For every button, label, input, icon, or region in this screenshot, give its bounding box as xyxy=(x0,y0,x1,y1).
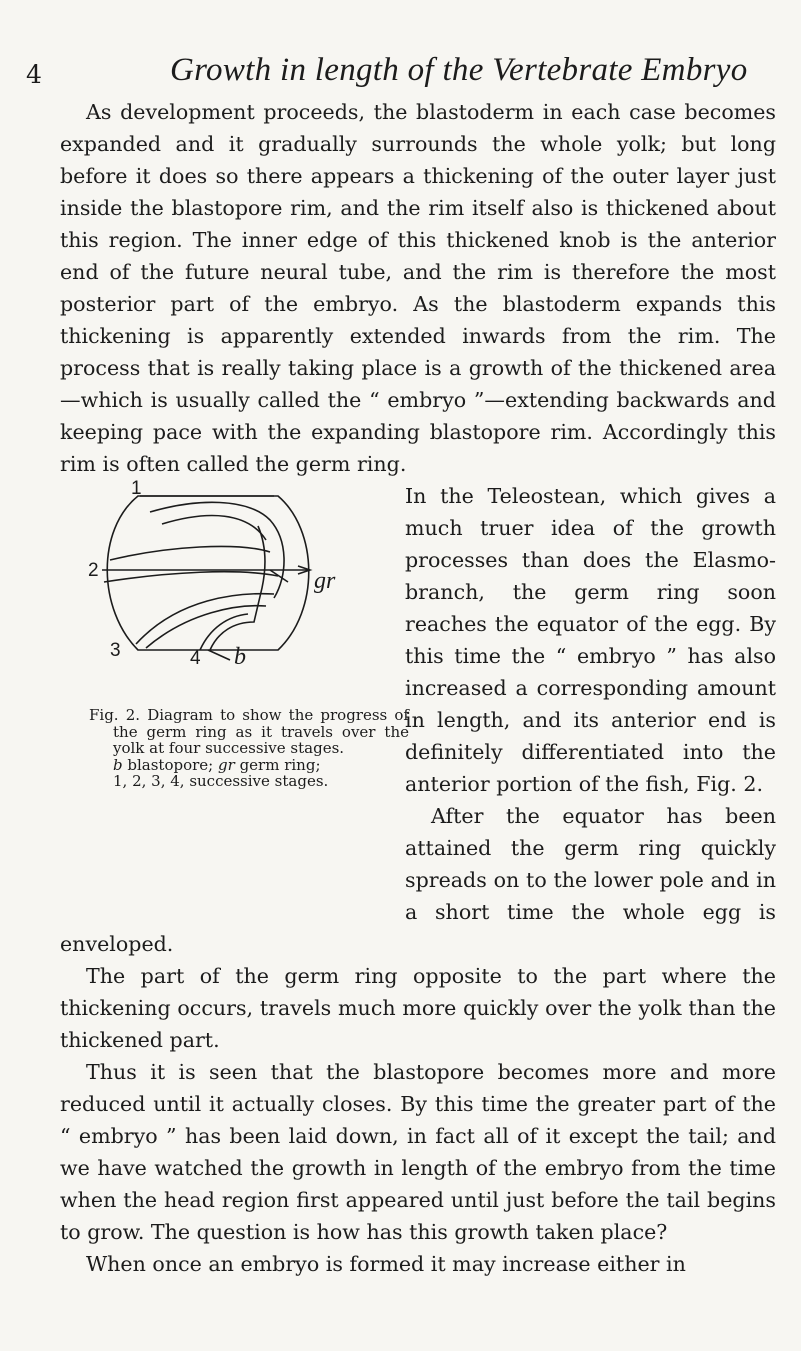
germ-ring-diagram xyxy=(88,480,338,666)
body-text xyxy=(60,96,776,1280)
figure-2 xyxy=(60,480,409,908)
paragraph-2-body: In the Teleostean, which gives a much truer idea of the growth processes than does the Elasmo-branch, the germ ring soon reaches the equator of the egg. By this time the “ embryo ” has also increased a corresponding amount in length, and its anterior end is definitely differentiated into the anterior portion of the fish, Fig. 2. xyxy=(405,484,776,796)
germ-ring-label: gr xyxy=(314,568,336,594)
caption-title: Fig. 2. Diagram to show the progress of the germ ring as it travels over the yolk at four successive stages. xyxy=(89,706,409,757)
egg-outline xyxy=(107,496,309,650)
page-number: 4 xyxy=(26,60,42,89)
running-title: Growth in length of the Vertebrate Embryo xyxy=(170,52,748,88)
figure-caption xyxy=(89,707,409,790)
figure-wrap xyxy=(60,480,776,1056)
paragraph-1: As development proceeds, the blastoderm in each case becomes expanded and it gradually surrounds the whole yolk; but long before it does so there appears a thickening of the outer layer just inside the blastopore rim, and the rim itself also is thickened about this region. The inner edge of this thickened knob is the anterior end of the future neural tube, and the rim is therefore the most posterior part of the embryo. As the blastoderm expands this thickening is apparently extended inwards from the rim. The process that is really taking place is a growth of the thickened area—which is usually called the “ embryo ”—extending backwards and keeping pace with the expanding blastopore rim. Accordingly this rim is often called the germ ring. xyxy=(60,100,776,476)
paragraph-5: Thus it is seen that the blastopore becomes more and more reduced until it actually closes. By this time the greater part of the “ embryo ” has been laid down, in fact all of it except the tail; and we have watched the growth in length of the embryo from the time when the head region first appeared until just before the tail begins to grow. The question is how has this growth taken place? xyxy=(60,1060,776,1244)
stage-1-label: 1 xyxy=(131,480,142,499)
caption-key xyxy=(89,757,409,790)
blastopore-label: b xyxy=(234,644,246,666)
blastopore-pointer xyxy=(208,650,230,660)
stage-4-label: 4 xyxy=(190,648,201,666)
stage-3-label: 3 xyxy=(110,640,121,661)
paragraph-6: When once an embryo is formed it may increase either in xyxy=(86,1252,686,1276)
caption-key-gr-text: germ ring; xyxy=(239,755,321,774)
stage-2-label: 2 xyxy=(88,560,99,581)
paragraph-3: After the equator has been attained the germ ring quickly spreads on to the lower pole and in a short time the whole egg is enveloped. xyxy=(60,804,776,956)
caption-key-gr: gr xyxy=(218,755,235,774)
caption-key-b: b xyxy=(113,755,123,774)
stage-2-curve xyxy=(110,546,270,560)
caption-key-stages: 1, 2, 3, 4, successive stages. xyxy=(113,772,329,790)
germ-ring-pointer xyxy=(270,570,288,582)
caption-key-b-text: blastopore; xyxy=(127,755,214,774)
paragraph-4: The part of the germ ring opposite to the part where the thickening occurs, travels much more quickly over the yolk than the thickened part. xyxy=(60,964,776,1052)
stage-3-curve xyxy=(136,594,274,644)
